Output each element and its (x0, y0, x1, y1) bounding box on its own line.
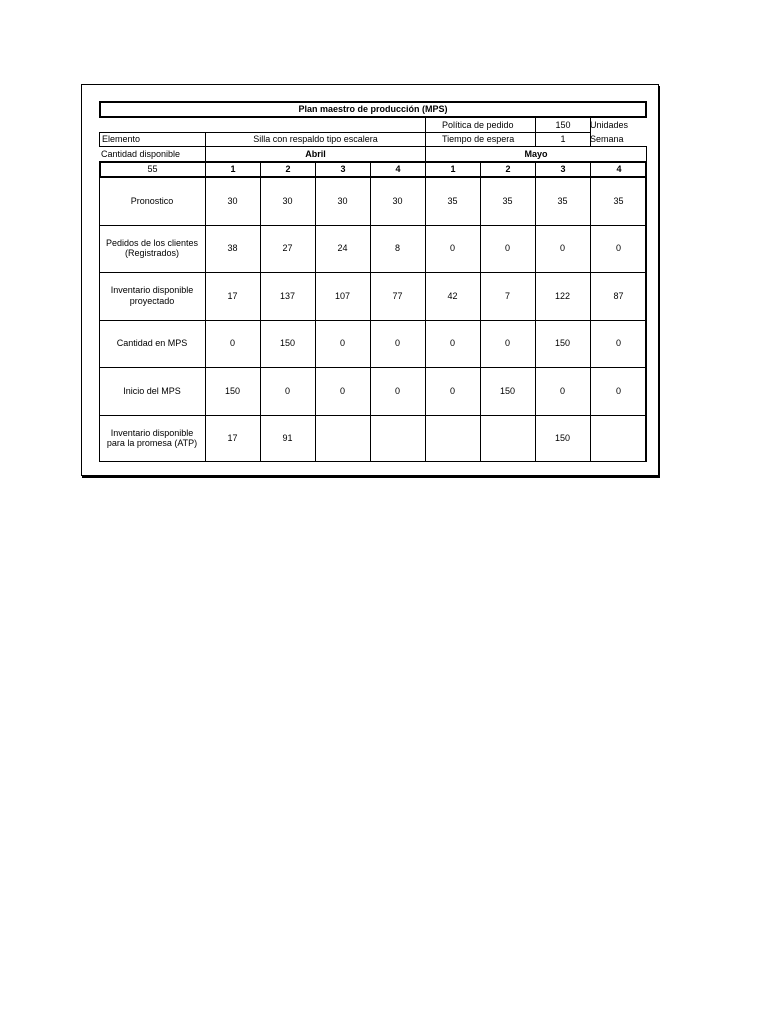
table-cell: 35 (502, 195, 513, 206)
column-divider (535, 177, 536, 462)
table-cell: 38 (227, 243, 238, 254)
table-cell: 0 (229, 338, 235, 349)
row-label: Pedidos de los clientes (Registrados) (105, 237, 199, 259)
column-divider (480, 177, 481, 462)
table-cell: 0 (615, 243, 621, 254)
column-divider (425, 177, 426, 462)
month-april: Abril (205, 146, 426, 162)
lead-time-value: 1 (535, 132, 591, 147)
table-cell: 17 (227, 433, 238, 444)
table-cell: 30 (227, 195, 238, 206)
order-policy-unit: Unidades (590, 119, 629, 130)
table-cell: 87 (613, 290, 624, 301)
table-cell: 0 (559, 385, 565, 396)
column-divider (205, 177, 206, 462)
table-cell: 0 (339, 385, 345, 396)
table-cell: 0 (559, 243, 565, 254)
order-policy-label: Política de pedido (425, 117, 536, 133)
table-cell (590, 415, 647, 463)
week-header-cell: 1 (205, 161, 260, 178)
spreadsheet-page (81, 84, 659, 476)
table-cell: 27 (282, 243, 293, 254)
table-cell: 35 (447, 195, 458, 206)
table-cell: 107 (334, 290, 351, 301)
table-cell: 0 (449, 243, 455, 254)
week-header-cell: 3 (315, 161, 370, 178)
table-cell: 0 (449, 338, 455, 349)
table-cell: 0 (339, 338, 345, 349)
table-cell: 137 (279, 290, 296, 301)
table-cell: 35 (557, 195, 568, 206)
item-value: Silla con respaldo tipo escalera (205, 132, 426, 147)
table-cell: 91 (282, 433, 293, 444)
table-cell: 30 (392, 195, 403, 206)
row-label: Inicio del MPS (123, 385, 181, 396)
table-cell: 122 (554, 290, 571, 301)
table-cell: 0 (615, 338, 621, 349)
table-cell: 0 (504, 243, 510, 254)
month-may: Mayo (425, 146, 647, 162)
item-label: Elemento (99, 132, 206, 147)
table-cell: 150 (279, 338, 296, 349)
column-divider (260, 177, 261, 462)
table-cell (425, 415, 480, 463)
row-divider (99, 320, 647, 321)
column-divider (590, 177, 591, 462)
row-divider (99, 225, 647, 226)
table-cell: 150 (499, 385, 516, 396)
table-cell: 0 (394, 338, 400, 349)
table-cell: 7 (504, 290, 510, 301)
table-cell: 30 (337, 195, 348, 206)
table-cell: 150 (554, 433, 571, 444)
table-cell: 35 (613, 195, 624, 206)
table-cell: 0 (504, 338, 510, 349)
row-label: Pronostico (130, 195, 174, 206)
order-policy-value: 150 (535, 117, 591, 133)
sheet-title: Plan maestro de producción (MPS) (99, 101, 647, 118)
week-header-cell: 2 (480, 161, 535, 178)
table-cell: 0 (449, 385, 455, 396)
on-hand-label: Cantidad disponible (101, 149, 181, 160)
table-cell: 30 (282, 195, 293, 206)
table-cell: 77 (392, 290, 403, 301)
table-cell: 150 (554, 338, 571, 349)
table-cell: 150 (224, 385, 241, 396)
table-cell: 42 (447, 290, 458, 301)
lead-time-label: Tiempo de espera (425, 132, 536, 147)
table-cell: 17 (227, 290, 238, 301)
row-divider (99, 367, 647, 368)
table-cell: 0 (615, 385, 621, 396)
table-cell (315, 415, 370, 463)
week-header-cell: 4 (590, 161, 647, 178)
table-cell: 24 (337, 243, 348, 254)
lead-time-unit: Semana (590, 134, 624, 145)
table-cell: 8 (394, 243, 400, 254)
on-hand-value: 55 (147, 164, 158, 175)
table-cell (370, 415, 425, 463)
row-label: Cantidad en MPS (116, 338, 188, 349)
row-divider (99, 272, 647, 273)
column-divider (370, 177, 371, 462)
column-divider (315, 177, 316, 462)
row-label: Inventario disponible para la promesa (ATP) (106, 427, 198, 449)
week-header-cell: 2 (260, 161, 315, 178)
week-header-cell: 3 (535, 161, 590, 178)
table-cell: 0 (284, 385, 290, 396)
table-cell (480, 415, 535, 463)
row-label: Inventario disponible proyectado (110, 285, 194, 306)
week-header-cell: 4 (370, 161, 425, 178)
week-header-cell: 1 (425, 161, 480, 178)
row-divider (99, 415, 647, 416)
table-cell: 0 (394, 385, 400, 396)
